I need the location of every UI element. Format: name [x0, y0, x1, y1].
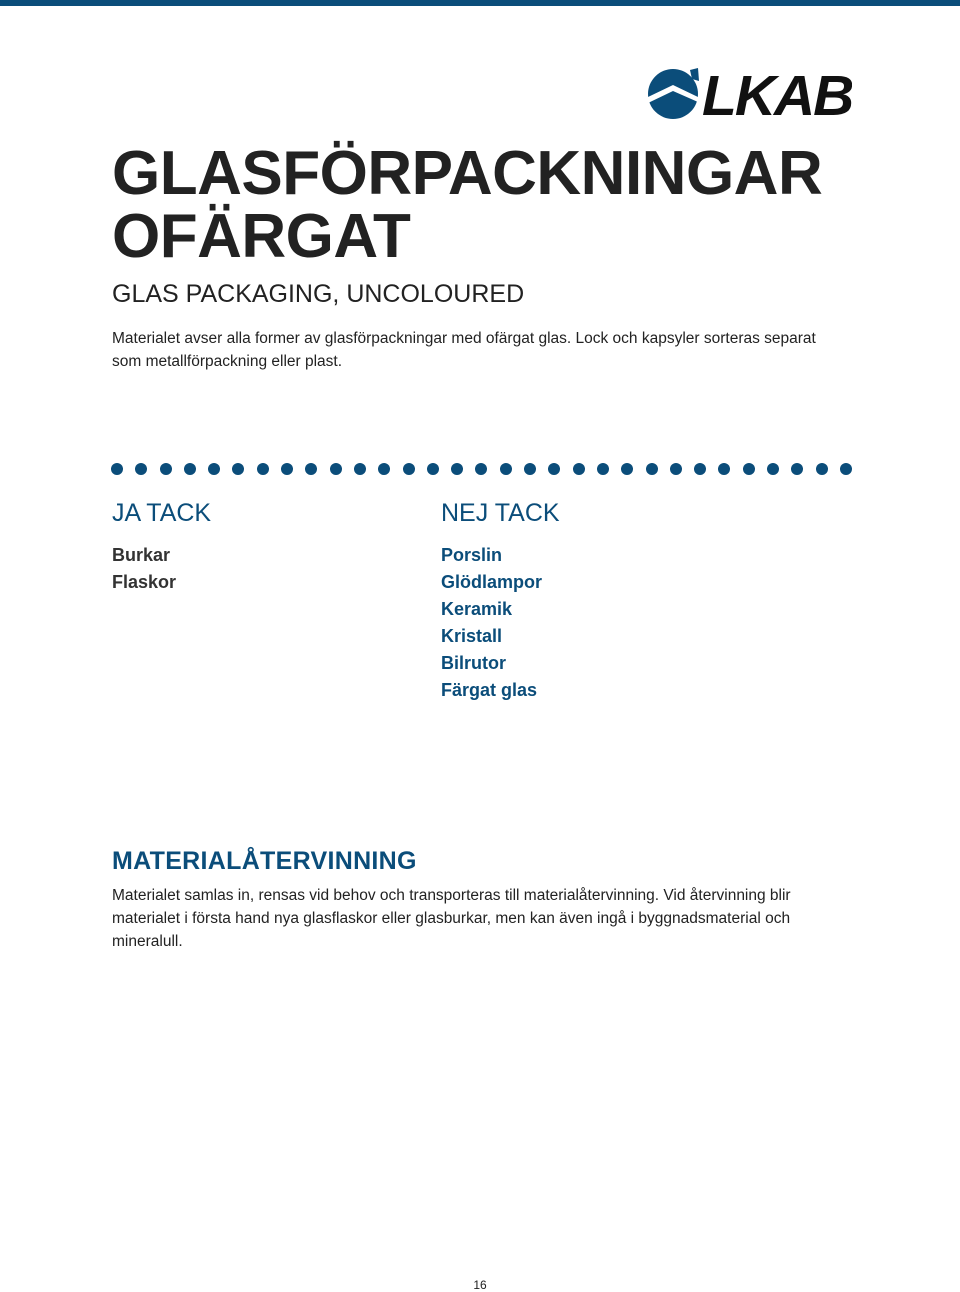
title-line-2: OFÄRGAT — [112, 202, 411, 271]
divider-dot — [135, 463, 147, 475]
divider-dot — [524, 463, 536, 475]
yes-item: Flaskor — [112, 572, 177, 592]
divider-dot — [621, 463, 633, 475]
divider-dot — [573, 463, 585, 475]
no-heading: NEJ TACK — [441, 499, 560, 527]
recycling-heading: MATERIALÅTERVINNING — [112, 847, 417, 875]
top-accent-bar — [0, 0, 960, 6]
dot-divider — [111, 463, 852, 477]
divider-dot — [305, 463, 317, 475]
no-item: Färgat glas — [441, 680, 538, 700]
yes-column — [112, 498, 211, 596]
divider-dot — [330, 463, 342, 475]
intro-paragraph: Materialet avser alla former av glasförpackningar med ofärgat glas. Lock och kapsyler sorteras separat som metallförpackning eller plast. — [112, 330, 816, 370]
no-item: Bilrutor — [441, 653, 506, 673]
divider-dot — [378, 463, 390, 475]
divider-dot — [403, 463, 415, 475]
divider-dot — [597, 463, 609, 475]
page-subtitle: GLAS PACKAGING, UNCOLOURED — [112, 280, 525, 308]
no-item: Kristall — [441, 626, 503, 646]
divider-dot — [548, 463, 560, 475]
logo-text: LKAB — [702, 67, 852, 119]
divider-dot — [427, 463, 439, 475]
divider-dot — [208, 463, 220, 475]
divider-dot — [281, 463, 293, 475]
page-title — [112, 139, 823, 271]
no-item: Glödlampor — [441, 572, 543, 592]
divider-dot — [232, 463, 244, 475]
divider-dot — [743, 463, 755, 475]
divider-dot — [767, 463, 779, 475]
divider-dot — [718, 463, 730, 475]
yes-item: Burkar — [112, 545, 171, 565]
no-item: Keramik — [441, 599, 513, 619]
no-item: Porslin — [441, 545, 503, 565]
no-list — [441, 542, 560, 704]
divider-dot — [694, 463, 706, 475]
yes-list — [112, 542, 211, 596]
no-column — [441, 498, 560, 704]
yes-heading: JA TACK — [112, 499, 212, 527]
divider-dot — [500, 463, 512, 475]
divider-dot — [451, 463, 463, 475]
divider-dot — [670, 463, 682, 475]
title-line-1: GLASFÖRPACKNINGAR — [112, 139, 823, 208]
divider-dot — [111, 463, 123, 475]
divider-dot — [475, 463, 487, 475]
divider-dot — [257, 463, 269, 475]
divider-dot — [816, 463, 828, 475]
divider-dot — [646, 463, 658, 475]
divider-dot — [791, 463, 803, 475]
divider-dot — [184, 463, 196, 475]
divider-dot — [354, 463, 366, 475]
page-number: 16 — [473, 1278, 487, 1292]
divider-dot — [160, 463, 172, 475]
divider-dot — [840, 463, 852, 475]
recycling-paragraph: Materialet samlas in, rensas vid behov och transporteras till materialåtervinning. Vid återvinning blir materialet i första hand nya glasflaskor eller glasburkar, men kan även ingå i byggnadsmaterial och mineralull. — [112, 887, 791, 950]
lkab-logo — [646, 67, 852, 119]
